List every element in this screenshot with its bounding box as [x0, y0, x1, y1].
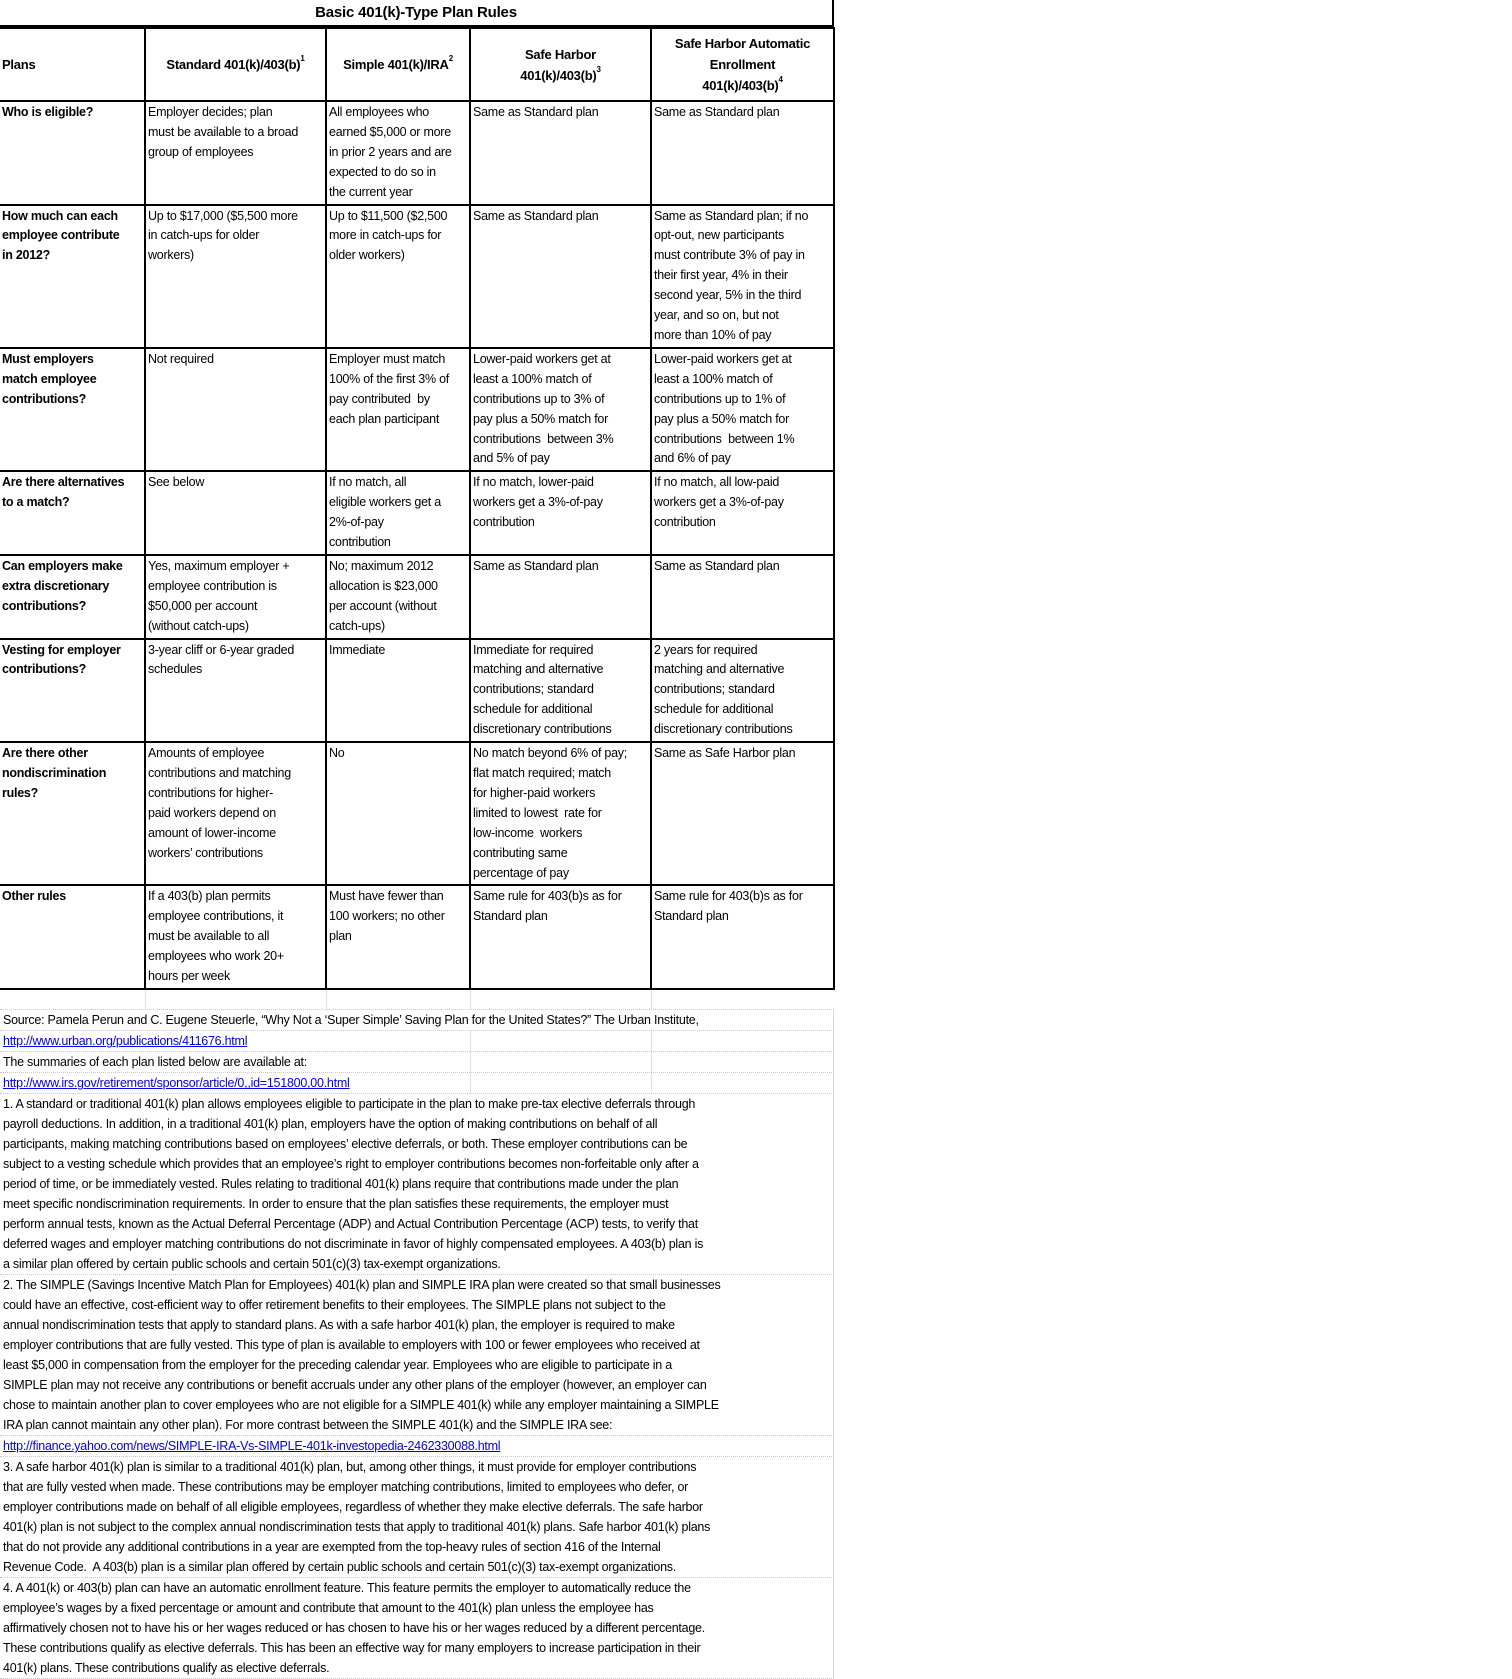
row-question: Who is eligible?: [0, 101, 145, 205]
table-cell: No match beyond 6% of pay; flat match required; match for higher-paid workers limited to lowest rate for low-income workers contributing same percentage of pay: [470, 742, 651, 885]
header-label: Safe Harbor Automatic: [674, 36, 811, 51]
table-cell: Same rule for 403(b)s as for Standard plan: [651, 885, 834, 989]
row-question: How much can each employee contribute in 2012?: [0, 205, 145, 348]
table-cell: Up to $17,000 ($5,500 more in catch-ups for older workers): [145, 205, 326, 348]
table-row: [0, 205, 834, 348]
table-cell: Must have fewer than 100 workers; no other plan: [326, 885, 470, 989]
header-label: Standard 401(k)/403(b): [166, 57, 301, 72]
table-cell: Same as Standard plan: [470, 205, 651, 348]
header-safe-harbor-auto: [651, 28, 834, 101]
table-cell: 2 years for required matching and alternative contributions; standard schedule for additional discretionary contributions: [651, 639, 834, 743]
header-label: 401(k)/403(b): [702, 78, 779, 93]
header-row: [0, 28, 834, 101]
header-simple: [326, 28, 470, 101]
table-cell: Same rule for 403(b)s as for Standard plan: [470, 885, 651, 989]
source-text: Source: Pamela Perun and C. Eugene Steuerle, “Why Not a ‘Super Simple’ Saving Plan for the United States?” The Urban Institute,: [0, 1010, 834, 1031]
footnote-ref: 3: [596, 64, 601, 74]
table-cell: If a 403(b) plan permits employee contributions, it must be available to all employees who work 20+ hours per week: [145, 885, 326, 989]
blank-row: [0, 990, 834, 1010]
table-cell: All employees who earned $5,000 or more in prior 2 years and are expected to do so in the current year: [326, 101, 470, 205]
table-cell: Same as Standard plan: [651, 101, 834, 205]
table-title: Basic 401(k)-Type Plan Rules: [0, 0, 834, 27]
table-cell: Amounts of employee contributions and matching contributions for higher- paid workers depend on amount of lower-income workers’ contributions: [145, 742, 326, 885]
table-cell: Same as Standard plan: [651, 555, 834, 639]
table-cell: If no match, lower-paid workers get a 3%-of-pay contribution: [470, 471, 651, 555]
source-link-row: [0, 1031, 834, 1052]
header-plans: [0, 28, 145, 101]
table-cell: Same as Safe Harbor plan: [651, 742, 834, 885]
table-cell: Up to $11,500 ($2,500 more in catch-ups for older workers): [326, 205, 470, 348]
table-cell: Lower-paid workers get at least a 100% match of contributions up to 1% of pay plus a 50% match for contributions between 1% and 6% of pay: [651, 348, 834, 471]
table-cell: Not required: [145, 348, 326, 471]
row-question: Can employers make extra discretionary contributions?: [0, 555, 145, 639]
table-cell: See below: [145, 471, 326, 555]
footnote-ref: 1: [300, 54, 305, 63]
footnote-3: 3. A safe harbor 401(k) plan is similar to a traditional 401(k) plan, but, among other things, it must provide for employer contributions that are fully vested when made. These contributions may be employer matching contributions, limited to employees who defer, or employer contributions made on behalf of all eligible employees, regardless of whether they make elective deferrals. The safe harbor 401(k) plan is not subject to the complex annual nondiscrimination tests that apply to traditional 401(k) plans. Safe harbor 401(k) plans that do not provide any additional contributions in a year are exempted from the top-heavy rules of section 416 of the Internal Revenue Code. A 403(b) plan is a similar plan offered by certain public schools and certain 501(c)(3) tax-exempt organizations.: [0, 1457, 834, 1578]
table-row: [0, 639, 834, 743]
table-cell: 3-year cliff or 6-year graded schedules: [145, 639, 326, 743]
header-label: 401(k)/403(b): [520, 67, 597, 83]
source-link[interactable]: http://www.urban.org/publications/411676.html: [3, 1034, 248, 1049]
table-cell: Employer decides; plan must be available to a broad group of employees: [145, 101, 326, 205]
yahoo-link[interactable]: http://finance.yahoo.com/news/SIMPLE-IRA-Vs-SIMPLE-401k-investopedia-2462330088.html: [3, 1439, 501, 1454]
table-row: [0, 555, 834, 639]
row-question: Vesting for employer contributions?: [0, 639, 145, 743]
table-row: [0, 885, 834, 989]
header-label: Simple 401(k)/IRA: [343, 57, 449, 72]
table-cell: Yes, maximum employer + employee contribution is $50,000 per account (without catch-ups): [145, 555, 326, 639]
table-row: [0, 348, 834, 471]
footnote-2: 2. The SIMPLE (Savings Incentive Match Plan for Employees) 401(k) plan and SIMPLE IRA plan were created so that small businesses could have an effective, cost-efficient way to offer retirement benefits to their employees. The SIMPLE plans not subject to the annual nondiscrimination tests that apply to standard plans. As with a safe harbor 401(k) plan, the employer is required to make employer contributions that are fully vested. This type of plan is available to employers with 100 or fewer employees who received at least $5,000 in compensation from the employer for the preceding calendar year. Employees who are eligible to participate in a SIMPLE plan may not receive any contributions or benefit accruals under any other plans of the employer (however, an employer can chose to maintain another plan to cover employees who are not eligible for a SIMPLE 401(k) while any employer maintaining a SIMPLE IRA plan cannot maintain any other plan). For more contrast between the SIMPLE 401(k) and the SIMPLE IRA see:: [0, 1275, 834, 1436]
table-cell: No: [326, 742, 470, 885]
row-question: Must employers match employee contributions?: [0, 348, 145, 471]
table-cell: Same as Standard plan: [470, 101, 651, 205]
footnote-4: 4. A 401(k) or 403(b) plan can have an automatic enrollment feature. This feature permits the employer to automatically reduce the employee’s wages by a fixed percentage or amount and contribute that amount to the 401(k) plan unless the employee has affirmatively chosen not to have his or her wages reduced or has chosen to have his or her wages reduced by a different percentage. These contributions qualify as elective deferrals. This has been an effective way for many employers to increase participation in their 401(k) plans. These contributions qualify as elective deferrals.: [0, 1578, 834, 1679]
table-cell: If no match, all low-paid workers get a 3%-of-pay contribution: [651, 471, 834, 555]
summaries-text: [0, 1052, 834, 1073]
irs-link-row: [0, 1073, 834, 1094]
table-row: [0, 742, 834, 885]
table-cell: Same as Standard plan; if no opt-out, new participants must contribute 3% of pay in their first year, 4% in their second year, 5% in the third year, and so on, but not more than 10% of pay: [651, 205, 834, 348]
table-cell: Immediate for required matching and alternative contributions; standard schedule for additional discretionary contributions: [470, 639, 651, 743]
table-cell: If no match, all eligible workers get a 2%-of-pay contribution: [326, 471, 470, 555]
footnote-ref: 2: [448, 54, 453, 63]
yahoo-link-row: [0, 1436, 834, 1457]
table-cell: No; maximum 2012 allocation is $23,000 per account (without catch-ups): [326, 555, 470, 639]
row-question: Are there alternatives to a match?: [0, 471, 145, 555]
header-safe-harbor: [470, 28, 651, 101]
footnote-ref: 4: [778, 75, 783, 84]
table-row: [0, 101, 834, 205]
plan-rules-table: [0, 27, 835, 990]
summaries-label: The summaries of each plan listed below are available at:: [3, 1055, 307, 1070]
table-cell: Same as Standard plan: [470, 555, 651, 639]
table-cell: Immediate: [326, 639, 470, 743]
header-label: Safe Harbor: [525, 46, 596, 62]
header-label: Plans: [2, 57, 36, 72]
footnote-1: 1. A standard or traditional 401(k) plan allows employees eligible to participate in the plan to make pre-tax elective deferrals through payroll deductions. In addition, in a traditional 401(k) plan, employers have the option of making contributions on behalf of all participants, making matching contributions based on employees’ elective deferrals, or both. These employer contributions can be subject to a vesting schedule which provides that an employee’s right to employer contributions becomes non-forfeitable only after a period of time, or be immediately vested. Rules relating to traditional 401(k) plans require that contributions made under the plan meet specific nondiscrimination requirements. In order to ensure that the plan satisfies these requirements, the employer must perform annual tests, known as the Actual Deferral Percentage (ADP) and Actual Contribution Percentage (ACP) tests, to verify that deferred wages and employer matching contributions do not discriminate in favor of highly compensated employees. A 403(b) plan is a similar plan offered by certain public schools and certain 501(c)(3) tax-exempt organizations.: [0, 1094, 834, 1275]
header-standard: [145, 28, 326, 101]
row-question: Other rules: [0, 885, 145, 989]
header-label: Enrollment: [709, 57, 776, 72]
table-cell: Employer must match 100% of the first 3% of pay contributed by each plan participant: [326, 348, 470, 471]
row-question: Are there other nondiscrimination rules?: [0, 742, 145, 885]
table-row: [0, 471, 834, 555]
irs-link[interactable]: http://www.irs.gov/retirement/sponsor/article/0,,id=151800,00.html: [3, 1076, 350, 1091]
table-cell: Lower-paid workers get at least a 100% match of contributions up to 3% of pay plus a 50% match for contributions between 3% and 5% of pay: [470, 348, 651, 471]
